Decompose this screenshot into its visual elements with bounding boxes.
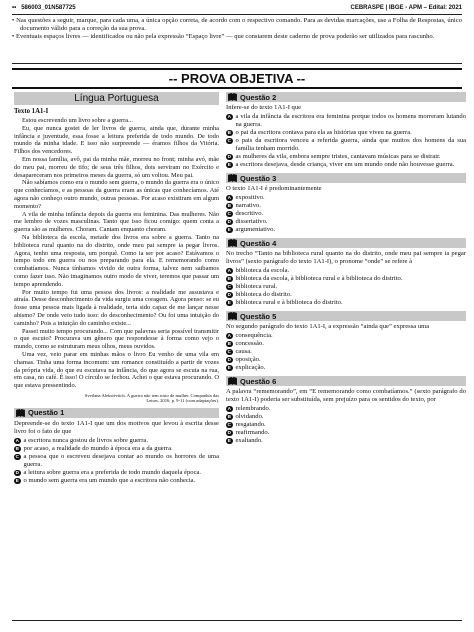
option-d[interactable] (226, 356, 466, 364)
exam-title: CEBRASPE | IBGE - APM – Edital: 2021 (350, 5, 462, 11)
section-title: Língua Portuguesa (14, 92, 219, 105)
option-letter: B (227, 129, 231, 135)
passage-paragraph: Por muito tempo fui uma pessoa dos livros: a realidade me assustava e atraía. Desse desconhecimento da vida surgiu uma coragem. Agora penso: se eu fosse uma pessoa mais ligada à realidade, teria sido capaz de me lançar nesse abismo? De onde veio tudo isso: do desconhecimento? Ou foi uma intuição do caminho? Pois a intuição do caminho existe... (14, 288, 219, 327)
option-letter: D (15, 469, 19, 475)
instruction-text: Eventuais espaços livres — identificados ou não pela expressão “Espaço livre” — que constarem deste caderno de prova poderão ser utilizados para rascunho. (15, 33, 435, 41)
question-stem: Depreende-se do texto 1A1-I que um dos motivos que levou à escrita desse livro foi o fato de que (14, 419, 219, 435)
text-id: Texto 1A1-I (14, 108, 49, 115)
option-text: oposição. (235, 356, 261, 363)
passage-paragraph: Em nossa família, avô, pai da minha mãe, morreu no front; minha avó, mãe do meu pai, morreu de tifo; de seus três filhos, dois serviram no Exército e desapareceram nos primeiros meses da guerra, só um voltou. Meu pai. (14, 155, 219, 179)
passage-paragraph: Eu, que nunca gostei de ler livros de guerra, ainda que, durante minha infância e juventude, essa fosse a leitura preferida de todo mundo. De todo mundo da minha idade. E isso não surpreende — éramos filhos da Vitória. Filhos dos vencedores. (14, 124, 219, 156)
option-text: dissertativo. (235, 218, 268, 225)
question-label: Questão 5 (240, 311, 277, 321)
passage-paragraph: Uma vez, veio parar em minhas mãos o livro Eu venho de uma vila em chamas. Tinha uma forma incomum: um romance constituído a partir de vozes da própria vida, do que eu escutava na infância, do que agora se escuta na rua, em casa, no café. É isso! O círculo se fechou. Achei o que estava procurando. O que estava pressentindo. (14, 350, 219, 390)
option-letter: E (227, 226, 231, 232)
question-6 (226, 376, 466, 445)
option-text: o pais da escritora venceu a referida guerra, ainda que muitos dos homens da sua família tenham morrido. (235, 137, 466, 152)
option-letter: A (227, 113, 231, 119)
passage-paragraph: Não sabíamos como era o mundo sem guerra, o mundo da guerra era o único que conhecíamos, e as pessoas da guerra eram as únicas que conhecíamos. Até agora não conheço outro mundo, outras pessoas. Por acaso existiram em algum momento? (14, 179, 219, 210)
option-c[interactable] (226, 283, 466, 291)
footer-divider (12, 620, 462, 621)
option-letter: C (227, 421, 231, 427)
question-icon (228, 377, 237, 385)
option-letter: E (227, 161, 231, 167)
question-2 (226, 92, 466, 169)
header-divider (12, 14, 462, 15)
question-icon (228, 312, 237, 320)
option-text: a escritora nunca gostou de livros sobre guerra. (23, 436, 149, 444)
option-e[interactable] (226, 226, 466, 234)
passage-paragraph: A vila de minha infância depois da guerra era feminina. Das mulheres. Não me lembro de vozes masculinas. Tanto que isso ficou comigo: quem conta a guerra são as mulheres. Choram. Cantam enquanto choram. (14, 210, 219, 234)
question-label: Questão 3 (240, 173, 277, 183)
option-letter: C (227, 348, 231, 354)
citation: Svetlana Aleksiévitch. A guerra não tem rosto de mulher. Companhia das Letras, 2016, p. 9-11 (com adaptações). (84, 392, 219, 404)
question-4 (226, 238, 466, 307)
question-header (226, 92, 466, 102)
option-text: biblioteca da escola, à biblioteca rural e à biblioteca do distrito. (235, 275, 403, 282)
option-e[interactable] (226, 299, 466, 307)
option-text: a escritora desejava, desde criança, viver em um mundo onde não houvesse guerra. (235, 161, 455, 168)
option-text: a leitura sobre guerra era a preferida de todo mundo daquela época. (23, 468, 202, 476)
option-b[interactable] (226, 275, 466, 283)
booklet-code-text: 586003_01N587725 (21, 5, 76, 11)
option-text: o pai da escritora contava para ela as histórias que viveu na guerra. (235, 129, 412, 136)
option-letter: C (227, 210, 231, 216)
question-stem: O texto 1A1-I é predominantemente (226, 185, 322, 192)
option-letter: B (227, 275, 231, 281)
passage-paragraph: Na biblioteca da escola, metade dos livros era sobre a guerra. Tanto na biblioteca rural quanto na do distrito, onde meu pai sempre ia pegar livros. Agora, tenho uma resposta, um porquê. Como ia ser por acaso? Estávamos o tempo todo em guerra ou nos preparando para ela. E rememorando como combatíamos. Nunca tínhamos vivido de outra forma, talvez nem saibamos como fazer isso. Não imaginamos outro modo de viver, teremos que passar um tempo aprendendo. (14, 233, 219, 288)
instruction-item (12, 33, 462, 41)
option-c[interactable] (226, 348, 466, 356)
option-letter: D (227, 218, 231, 224)
question-stem: No segundo parágrafo do texto 1A1-I, a expressão “ainda que” expressa uma (226, 323, 430, 330)
option-d[interactable] (226, 153, 466, 161)
bullet: • (12, 17, 15, 24)
exam-banner: -- PROVA OBJETIVA -- (12, 68, 462, 89)
option-text: expositivo. (235, 194, 265, 201)
question-label: Questão 2 (240, 92, 277, 102)
question-5 (226, 311, 466, 372)
option-letter: A (15, 437, 19, 443)
booklet-code (12, 5, 76, 11)
option-text: descritivo. (235, 210, 264, 217)
option-c[interactable] (14, 453, 219, 469)
instructions-divider (12, 63, 462, 64)
option-a[interactable] (226, 267, 466, 275)
option-letter: D (227, 291, 231, 297)
option-text: explicação. (235, 364, 266, 371)
question-label: Questão 6 (240, 376, 277, 386)
option-letter: C (227, 283, 231, 289)
option-d[interactable] (226, 291, 466, 299)
question-icon (228, 174, 237, 182)
question-header (226, 376, 466, 386)
option-text: o mundo sem guerra era um mundo que a escritora não conhecia. (23, 476, 196, 484)
option-c[interactable] (226, 210, 466, 218)
option-letter: E (227, 437, 231, 443)
option-a[interactable] (14, 437, 219, 445)
option-letter: D (227, 356, 231, 362)
option-e[interactable] (226, 364, 466, 372)
option-letter: B (227, 202, 231, 208)
question-1 (14, 408, 219, 485)
option-text: concessão. (235, 340, 264, 347)
option-b[interactable] (14, 445, 219, 453)
option-text: biblioteca rural e à biblioteca do distrito. (235, 299, 343, 306)
option-a[interactable] (226, 332, 466, 340)
right-column (226, 92, 466, 445)
option-letter: B (227, 340, 231, 346)
option-letter: E (15, 477, 19, 483)
question-stem: Infere-se do texto 1A1-I que (226, 104, 302, 111)
option-letter: C (227, 137, 231, 143)
question-label: Questão 1 (28, 408, 65, 418)
question-icon (228, 93, 237, 101)
option-e[interactable] (226, 161, 466, 169)
option-e[interactable] (14, 477, 219, 485)
option-c[interactable] (226, 137, 466, 153)
option-text: a vila da infância da escritora era feminina porque todos os homens morreram lutando na guerra. (235, 113, 466, 128)
passage-paragraph: Passei muito tempo procurando... Com que palavras seria possível transmitir o que escuto? Procurava um gênero que respondesse à forma como vejo o mundo, como se estruturam meus olhos, meus ouvidos. (14, 327, 219, 351)
option-text: a pessoa que o escreveu desejava contar ao mundo os horrores de uma guerra. (23, 452, 219, 468)
option-c[interactable] (226, 421, 466, 429)
question-3 (226, 173, 466, 234)
question-stem: A palavra “rememorando”, em “E rememorando como combatíamos.” (sexto parágrafo do texto 1A1-I) poderia ser substituída, sem prejuízo para os sentidos do texto, por (226, 388, 466, 403)
question-icon (228, 239, 237, 247)
question-label: Questão 4 (240, 238, 277, 248)
option-text: resgatando. (235, 421, 266, 428)
option-letter: B (227, 413, 231, 419)
option-d[interactable] (226, 218, 466, 226)
option-b[interactable] (226, 340, 466, 348)
option-text: exaltando. (235, 437, 263, 444)
option-b[interactable] (226, 129, 466, 137)
option-letter: D (227, 153, 231, 159)
option-a[interactable] (226, 405, 466, 413)
option-d[interactable] (14, 469, 219, 477)
option-letter: E (227, 364, 231, 370)
option-text: causa. (235, 348, 252, 355)
option-text: consequência. (235, 332, 273, 339)
option-e[interactable] (226, 437, 466, 445)
question-stem: No trecho “Tanto na biblioteca rural quanto na do distrito, onde meu pai sempre ia pegar livros” (sexto parágrafo do texto 1A1-I), o pronome “onde” se refere à (226, 250, 466, 265)
option-a[interactable] (226, 194, 466, 202)
option-text: as mulheres da vila, embora sempre tristes, cantavam músicas para se distrair. (235, 153, 441, 160)
option-letter: E (227, 299, 231, 305)
question-header (14, 408, 219, 418)
instruction-item (12, 17, 462, 33)
page-marker: •• (12, 5, 17, 11)
question-header (226, 238, 466, 248)
option-letter: C (15, 453, 19, 459)
option-text: por acaso, a realidade do mundo à época era a da guerra. (23, 444, 173, 452)
option-text: reafirmando. (235, 429, 270, 436)
option-text: biblioteca do distrito. (235, 291, 292, 298)
passage-paragraph: Estou escrevendo um livro sobre a guerra... (22, 117, 133, 124)
option-letter: B (15, 445, 19, 451)
left-column (14, 92, 219, 485)
option-a[interactable] (226, 113, 466, 129)
instructions (12, 17, 462, 42)
option-b[interactable] (226, 413, 466, 421)
option-text: olvidando. (235, 413, 264, 420)
question-icon (16, 409, 25, 417)
reading-passage (14, 117, 219, 390)
question-header (226, 311, 466, 321)
option-text: biblioteca da escola. (235, 267, 290, 274)
instruction-text: Nas questões a seguir, marque, para cada uma, a única opção correta, de acordo com o respectivo comando. Para as devidas marcações, use a Folha de Respostas, único documento válido para a correção da sua prova. (16, 17, 462, 33)
option-letter: A (227, 194, 231, 200)
option-text: relembrando. (235, 405, 271, 412)
option-letter: A (227, 267, 231, 273)
option-letter: D (227, 429, 231, 435)
bullet: • (12, 33, 15, 41)
option-letter: A (227, 405, 231, 411)
option-b[interactable] (226, 202, 466, 210)
option-letter: A (227, 332, 231, 338)
question-header (226, 173, 466, 183)
option-text: biblioteca rural. (235, 283, 278, 290)
option-text: argumentativo. (235, 226, 276, 233)
option-d[interactable] (226, 429, 466, 437)
option-text: narrativo. (235, 202, 261, 209)
